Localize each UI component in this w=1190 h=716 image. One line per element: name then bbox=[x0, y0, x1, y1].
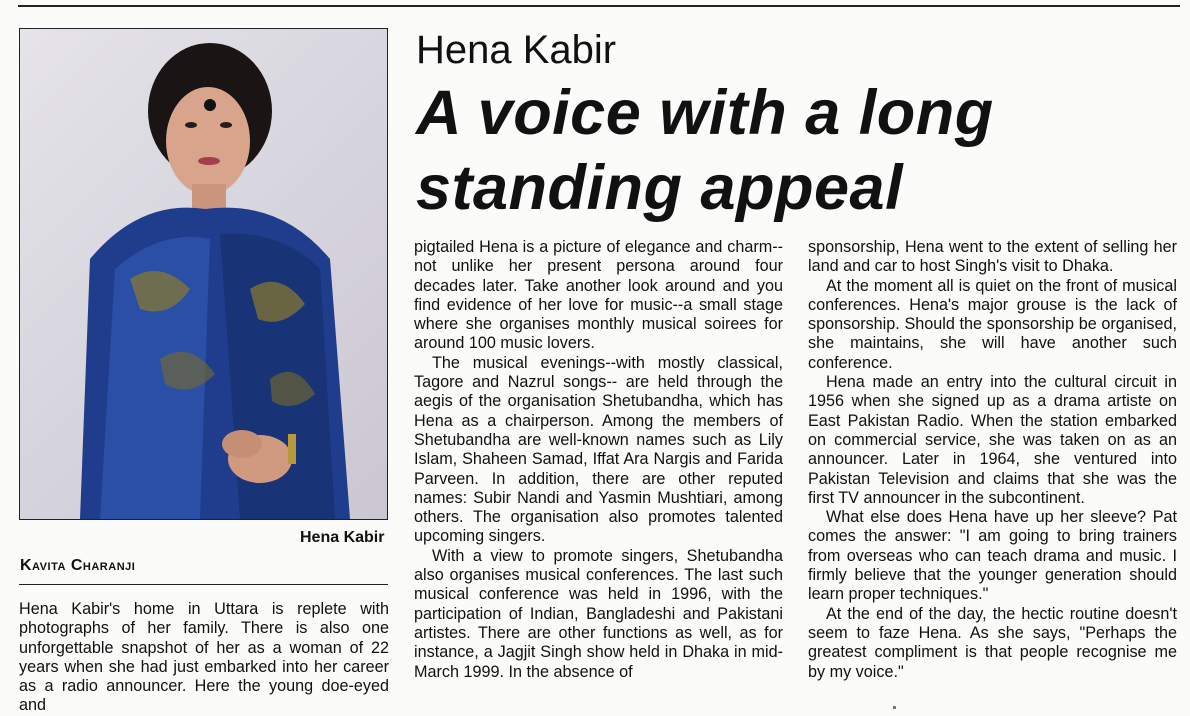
paragraph: The musical evenings--with mostly classical, Tagore and Nazrul songs-- are held through the aegis of the organisation Shetubandha, which has Hena as a chairperson. Among the members of Shetubandha are well-known names such as Lily Islam, Shaheen Samad, Iffat Ara Nargis and Farida Parveen. In addition, there are other reputed names: Subir Nandi and Yasmin Mushtiari, among others. The organisation also promotes talented upcoming singers. bbox=[414, 353, 783, 546]
paragraph: With a view to promote singers, Shetubandha also organises musical conferences. The last such musical conference was held in 1996, with the participation of Indian, Bangladeshi and Pakistani artistes. There are other functions as well, as for instance, a Jagjit Singh show held in Dhaka in mid-March 1999. In the absence of bbox=[414, 546, 783, 681]
paragraph: sponsorship, Hena went to the extent of selling her land and car to host Singh's visit to Dhaka. bbox=[808, 238, 1177, 276]
paragraph: Hena Kabir's home in Uttara is replete with photographs of her family. There is also one unforgettable snapshot of her as a woman of 22 years when she had just embarked into her career as a radio announcer. Here the young doe-eyed and bbox=[19, 600, 389, 715]
print-mark bbox=[893, 706, 896, 709]
headline-line-2: standing appeal bbox=[416, 153, 904, 223]
article-headline bbox=[416, 76, 1176, 226]
portrait-illustration bbox=[20, 29, 387, 519]
paragraph: Hena made an entry into the cultural circuit in 1956 when she signed up as a drama artiste on East Pakistan Radio. When the station embarked on commercial service, she was taken on as an announcer. Later in 1964, she ventured into Pakistan Television and claims that she was the first TV announcer in the subcontinent. bbox=[808, 373, 1177, 507]
text-column-3 bbox=[808, 238, 1177, 682]
paragraph: At the end of the day, the hectic routine doesn't seem to faze Hena. As she says, "Perhaps the greatest compliment is that people recognise me by my voice." bbox=[808, 604, 1177, 681]
paragraph: What else does Hena have up her sleeve? Pat comes the answer: "I am going to bring trainers from overseas who can teach drama and music. I firmly believe that the younger generation should learn proper techniques." bbox=[808, 508, 1177, 604]
portrait-photo bbox=[19, 28, 388, 520]
paragraph: At the moment all is quiet on the front of musical conferences. Hena's major grouse is the lack of sponsorship. Should the sponsorship be organised, she maintains, she will have another such conference. bbox=[808, 276, 1177, 372]
headline-line-1: A voice with a long bbox=[416, 78, 994, 148]
paragraph: pigtailed Hena is a picture of elegance and charm--not unlike her present persona around four decades later. Take another look around and you find evidence of her love for music--a small stage where she organises monthly musical soirees for around 100 music lovers. bbox=[414, 238, 783, 353]
photo-caption: Hena Kabir bbox=[300, 529, 385, 546]
byline-rule bbox=[19, 584, 388, 585]
text-column-2 bbox=[414, 238, 783, 682]
author-byline: Kavita Charanji bbox=[20, 557, 136, 574]
text-column-1 bbox=[19, 600, 389, 716]
top-rule bbox=[18, 5, 1180, 7]
subject-name-title: Hena Kabir bbox=[416, 28, 617, 72]
